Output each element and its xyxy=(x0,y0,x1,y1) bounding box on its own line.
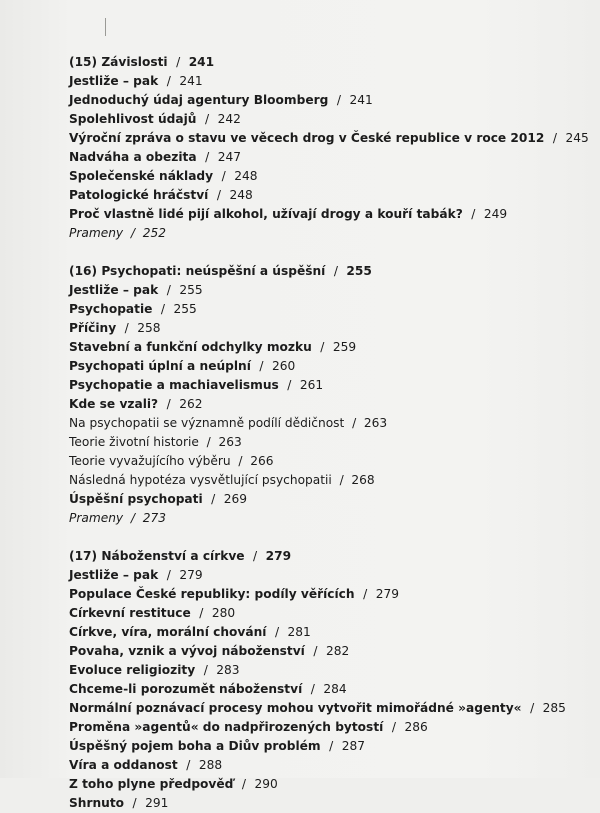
toc-entry xyxy=(69,395,539,414)
entry-page-number: 281 xyxy=(287,625,311,639)
entry-page-number: 258 xyxy=(137,321,161,335)
toc-entry xyxy=(69,433,539,452)
entry-title: Patologické hráčství xyxy=(69,188,209,202)
table-of-contents xyxy=(69,53,589,813)
entry-title: Shrnuto xyxy=(69,796,125,810)
page-separator: / xyxy=(221,169,226,183)
page-separator: / xyxy=(363,587,368,601)
page-separator: / xyxy=(204,112,210,126)
entry-page-number: 249 xyxy=(483,207,508,221)
entry-page-number: 284 xyxy=(323,682,347,696)
page-separator: / xyxy=(530,701,535,715)
page-separator: / xyxy=(471,207,476,221)
entry-page-number: 283 xyxy=(216,663,240,677)
entry-page-number: 263 xyxy=(218,435,242,449)
chapter-title: (17) Náboženství a církve xyxy=(69,549,245,563)
toc-entry xyxy=(69,566,539,585)
toc-entry xyxy=(69,91,539,110)
toc-entry xyxy=(69,699,566,718)
entry-title: Proměna »agentů« do nadpřirozených bytostí xyxy=(69,720,384,734)
toc-entry xyxy=(69,224,539,243)
page-separator: / xyxy=(205,150,210,164)
entry-page-number: 247 xyxy=(217,150,241,164)
toc-entry xyxy=(69,110,539,129)
chapter-page-number: 241 xyxy=(188,55,215,69)
entry-title: Teorie vyvažujícího výběru xyxy=(69,454,231,468)
page-separator: / xyxy=(320,340,325,354)
toc-entry xyxy=(69,737,539,756)
entry-title: Chceme-li porozumět náboženství xyxy=(69,682,303,696)
entry-page-number: 260 xyxy=(272,359,296,373)
entry-title: Úspěšný pojem boha a Diův problém xyxy=(69,739,321,753)
entry-page-number: 266 xyxy=(250,454,274,468)
entry-page-number: 279 xyxy=(179,568,203,582)
toc-entry xyxy=(69,604,539,623)
page-separator: / xyxy=(166,568,171,582)
page-separator: / xyxy=(176,55,181,69)
toc-section xyxy=(69,547,566,813)
entry-page-number: 268 xyxy=(351,473,375,487)
entry-page-number: 291 xyxy=(145,796,169,810)
toc-entry xyxy=(69,300,539,319)
toc-entry xyxy=(69,319,539,338)
chapter-heading xyxy=(69,547,539,566)
entry-page-number: 245 xyxy=(565,131,589,145)
toc-entry xyxy=(69,509,539,528)
page-separator: / xyxy=(310,682,315,696)
toc-entry xyxy=(69,490,539,509)
entry-page-number: 248 xyxy=(229,188,253,202)
page-separator: / xyxy=(166,397,171,411)
entry-page-number: 287 xyxy=(341,739,365,753)
entry-title: Jestliže – pak xyxy=(69,283,159,297)
toc-entry xyxy=(69,376,539,395)
toc-entry xyxy=(69,642,539,661)
page-separator: / xyxy=(552,131,557,145)
page-separator: / xyxy=(287,378,292,392)
page-separator: / xyxy=(216,188,221,202)
entry-page-number: 269 xyxy=(223,492,248,506)
entry-title: Z toho plyne předpověď xyxy=(69,777,234,791)
page-separator: / xyxy=(336,93,341,107)
entry-title: Teorie životní historie xyxy=(69,435,199,449)
entry-title: Úspěšní psychopati xyxy=(69,492,203,506)
entry-title: Prameny xyxy=(69,511,124,525)
toc-entry xyxy=(69,680,539,699)
chapter-heading xyxy=(69,262,539,281)
entry-title: Psychopatie xyxy=(69,302,153,316)
entry-title: Povaha, vznik a vývoj náboženství xyxy=(69,644,305,658)
entry-page-number: 279 xyxy=(375,587,399,601)
page-separator: / xyxy=(166,283,171,297)
entry-title: Proč vlastně lidé pijí alkohol, užívají drogy a kouří tabák? xyxy=(69,207,463,221)
entry-page-number: 288 xyxy=(198,758,223,772)
entry-page-number: 285 xyxy=(542,701,566,715)
toc-entry xyxy=(69,357,539,376)
page-separator: / xyxy=(186,758,191,772)
entry-title: Příčiny xyxy=(69,321,117,335)
page-separator: / xyxy=(238,454,243,468)
entry-page-number: 252 xyxy=(142,226,167,240)
entry-title: Normální poznávací procesy mohou vytvořit mimořádné »agenty« xyxy=(69,701,522,715)
toc-entry xyxy=(69,205,539,224)
toc-entry xyxy=(69,452,539,471)
entry-page-number: 290 xyxy=(254,777,278,791)
toc-section xyxy=(69,262,539,528)
entry-title: Psychopati úplní a neúplní xyxy=(69,359,251,373)
page-separator: / xyxy=(166,74,171,88)
entry-title: Společenské náklady xyxy=(69,169,214,183)
toc-entry xyxy=(69,129,589,148)
entry-title: Jestliže – pak xyxy=(69,74,159,88)
page-separator: / xyxy=(132,796,137,810)
toc-entry xyxy=(69,794,539,813)
entry-title: Stavební a funkční odchylky mozku xyxy=(69,340,312,354)
entry-title: Výroční zpráva o stavu ve věcech drog v České republice v roce 2012 xyxy=(69,131,545,145)
margin-mark xyxy=(105,18,106,36)
entry-page-number: 248 xyxy=(234,169,258,183)
entry-page-number: 242 xyxy=(217,112,241,126)
page-separator: / xyxy=(333,264,338,278)
entry-title: Populace České republiky: podíly věřících xyxy=(69,587,355,601)
chapter-page-number: 255 xyxy=(346,264,372,278)
entry-page-number: 273 xyxy=(142,511,167,525)
page-separator: / xyxy=(391,720,396,734)
chapter-page-number: 279 xyxy=(265,549,292,563)
entry-page-number: 261 xyxy=(299,378,324,392)
toc-entry xyxy=(69,338,539,357)
toc-entry xyxy=(69,756,539,775)
entry-title: Nadváha a obezita xyxy=(69,150,197,164)
page-separator: / xyxy=(329,739,334,753)
entry-title: Prameny xyxy=(69,226,124,240)
entry-page-number: 282 xyxy=(325,644,350,658)
page-separator: / xyxy=(124,321,129,335)
page-separator: / xyxy=(130,511,135,525)
entry-title: Následná hypotéza vysvětlující psychopatii xyxy=(69,473,332,487)
page-separator: / xyxy=(203,663,208,677)
page-separator: / xyxy=(130,226,135,240)
toc-entry xyxy=(69,167,539,186)
page-separator: / xyxy=(352,416,357,430)
entry-page-number: 255 xyxy=(173,302,197,316)
toc-entry xyxy=(69,148,539,167)
toc-entry xyxy=(69,72,539,91)
chapter-title: (16) Psychopati: neúspěšní a úspěšní xyxy=(69,264,326,278)
chapter-heading xyxy=(69,53,539,72)
page-separator: / xyxy=(339,473,344,487)
entry-title: Víra a oddanost xyxy=(69,758,178,772)
entry-page-number: 241 xyxy=(349,93,373,107)
toc-entry xyxy=(69,623,539,642)
entry-page-number: 262 xyxy=(179,397,203,411)
entry-page-number: 259 xyxy=(332,340,357,354)
entry-title: Spolehlivost údajů xyxy=(69,112,197,126)
entry-title: Kde se vzali? xyxy=(69,397,159,411)
entry-page-number: 255 xyxy=(179,283,203,297)
toc-entry xyxy=(69,186,539,205)
entry-page-number: 286 xyxy=(404,720,428,734)
toc-entry xyxy=(69,281,539,300)
entry-title: Církevní restituce xyxy=(69,606,191,620)
toc-entry xyxy=(69,661,539,680)
toc-entry xyxy=(69,414,539,433)
entry-page-number: 263 xyxy=(363,416,388,430)
entry-title: Jednoduchý údaj agentury Bloomberg xyxy=(69,93,329,107)
entry-title: Jestliže – pak xyxy=(69,568,159,582)
page-separator: / xyxy=(241,777,246,791)
page-separator: / xyxy=(313,644,318,658)
page-separator: / xyxy=(160,302,166,316)
page-separator: / xyxy=(206,435,211,449)
entry-title: Na psychopatii se významně podílí dědičnost xyxy=(69,416,345,430)
chapter-title: (15) Závislosti xyxy=(69,55,168,69)
entry-title: Církve, víra, morální chování xyxy=(69,625,267,639)
entry-title: Evoluce religiozity xyxy=(69,663,196,677)
page-separator: / xyxy=(274,625,280,639)
toc-entry xyxy=(69,718,539,737)
page-separator: / xyxy=(211,492,216,506)
page-separator: / xyxy=(253,549,258,563)
entry-page-number: 280 xyxy=(211,606,236,620)
page-separator: / xyxy=(259,359,264,373)
toc-entry xyxy=(69,585,539,604)
entry-page-number: 241 xyxy=(179,74,203,88)
toc-section xyxy=(69,53,589,243)
toc-entry xyxy=(69,471,539,490)
entry-title: Psychopatie a machiavelismus xyxy=(69,378,279,392)
page-separator: / xyxy=(199,606,204,620)
